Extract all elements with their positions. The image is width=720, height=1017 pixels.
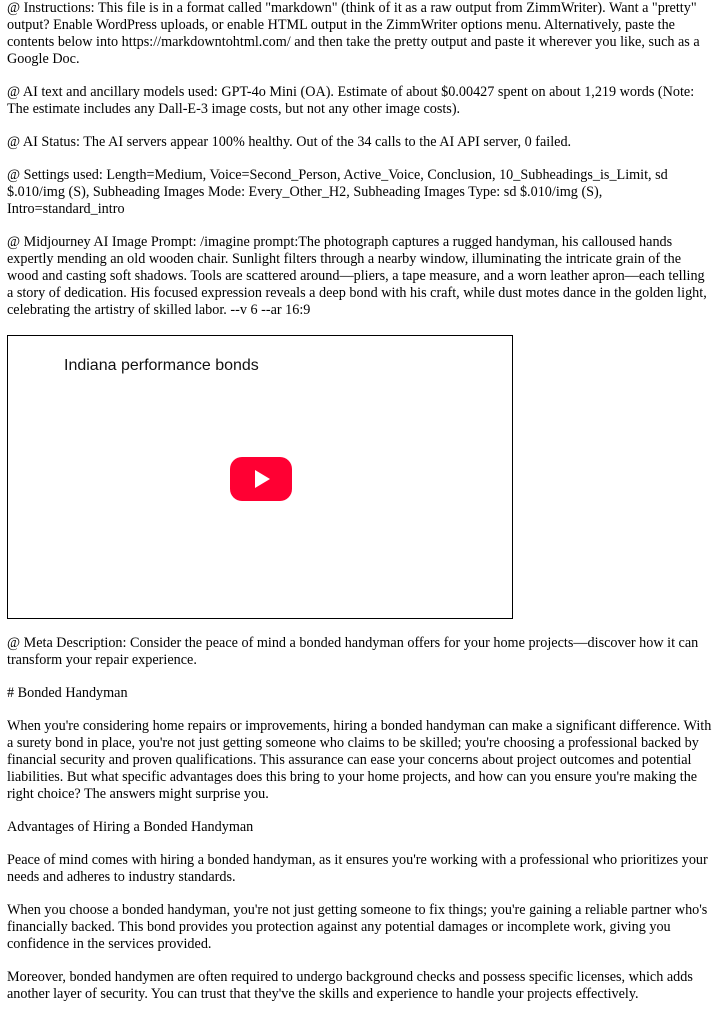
body-paragraph-1: Peace of mind comes with hiring a bonded handyman, as it ensures you're working with a professional who prioritizes your needs and adheres to industry standards.: [7, 852, 708, 885]
body-paragraph-2: When you choose a bonded handyman, you're not just getting someone to fix things; you're gaining a reliable partner who's financially backed. This bond provides you protection against any potential damages or incomplete work, giving you confidence in the services provided.: [7, 902, 708, 952]
ai-status-note: @ AI Status: The AI servers appear 100% healthy. Out of the 34 calls to the AI API server, 0 failed.: [7, 134, 572, 150]
models-note: @ AI text and ancillary models used: GPT-4o Mini (OA). Estimate of about $0.00427 spent on about 1,219 words (Note: The estimate includes any Dall-E-3 image costs, but not any other image costs).: [7, 84, 695, 117]
instructions-note: @ Instructions: This file is in a format called "markdown" (think of it as a raw output from ZimmWriter). Want a "pretty" output? Enable WordPress uploads, or enable HTML output in the ZimmWriter options menu. Alternatively, paste the contents below into https://markdowntohtml.com/ and then take the pretty output and paste it wherever you like, such as a Google Doc.: [7, 0, 700, 67]
meta-description: @ Meta Description: Consider the peace of mind a bonded handyman offers for your home projects—discover how it can transform your repair experience.: [7, 635, 699, 668]
settings-note: @ Settings used: Length=Medium, Voice=Second_Person, Active_Voice, Conclusion, 10_Subheadings_is_Limit, sd $.010/img (S), Subheading Images Mode: Every_Other_H2, Subheading Images Type: sd $.010/img (S), Intro=standard_intro: [7, 167, 668, 217]
play-icon: [255, 470, 270, 488]
intro-paragraph: When you're considering home repairs or improvements, hiring a bonded handyman can make a significant difference. With a surety bond in place, you're not just getting someone who claims to be skilled; you're choosing a professional backed by financial security and proven qualifications. This assurance can ease your concerns about project outcomes and potential liabilities. But what specific advantages does this bring to your home projects, and how can you ensure you're making the right choice? The answers might surprise you.: [7, 718, 712, 802]
body-paragraph-3: Moreover, bonded handymen are often required to undergo background checks and possess specific licenses, which adds another layer of security. You can trust that they've the skills and experience to handle your projects effectively.: [7, 969, 693, 1002]
section-heading: Advantages of Hiring a Bonded Handyman: [7, 819, 254, 835]
video-title[interactable]: Indiana performance bonds: [64, 357, 259, 374]
play-button[interactable]: [230, 457, 292, 501]
page-title: # Bonded Handyman: [7, 685, 128, 701]
video-embed[interactable]: [7, 335, 513, 619]
image-prompt-note: @ Midjourney AI Image Prompt: /imagine prompt:The photograph captures a rugged handyman, his calloused hands expertly mending an old wooden chair. Sunlight filters through a nearby window, illuminating the intricate grain of the wood and casting soft shadows. Tools are scattered around—pliers, a tape measure, and a worn leather apron—each telling a story of dedication. His focused expression reveals a deep bond with his craft, while dust motes dance in the golden light, celebrating the artistry of skilled labor. --v 6 --ar 16:9: [7, 234, 707, 318]
